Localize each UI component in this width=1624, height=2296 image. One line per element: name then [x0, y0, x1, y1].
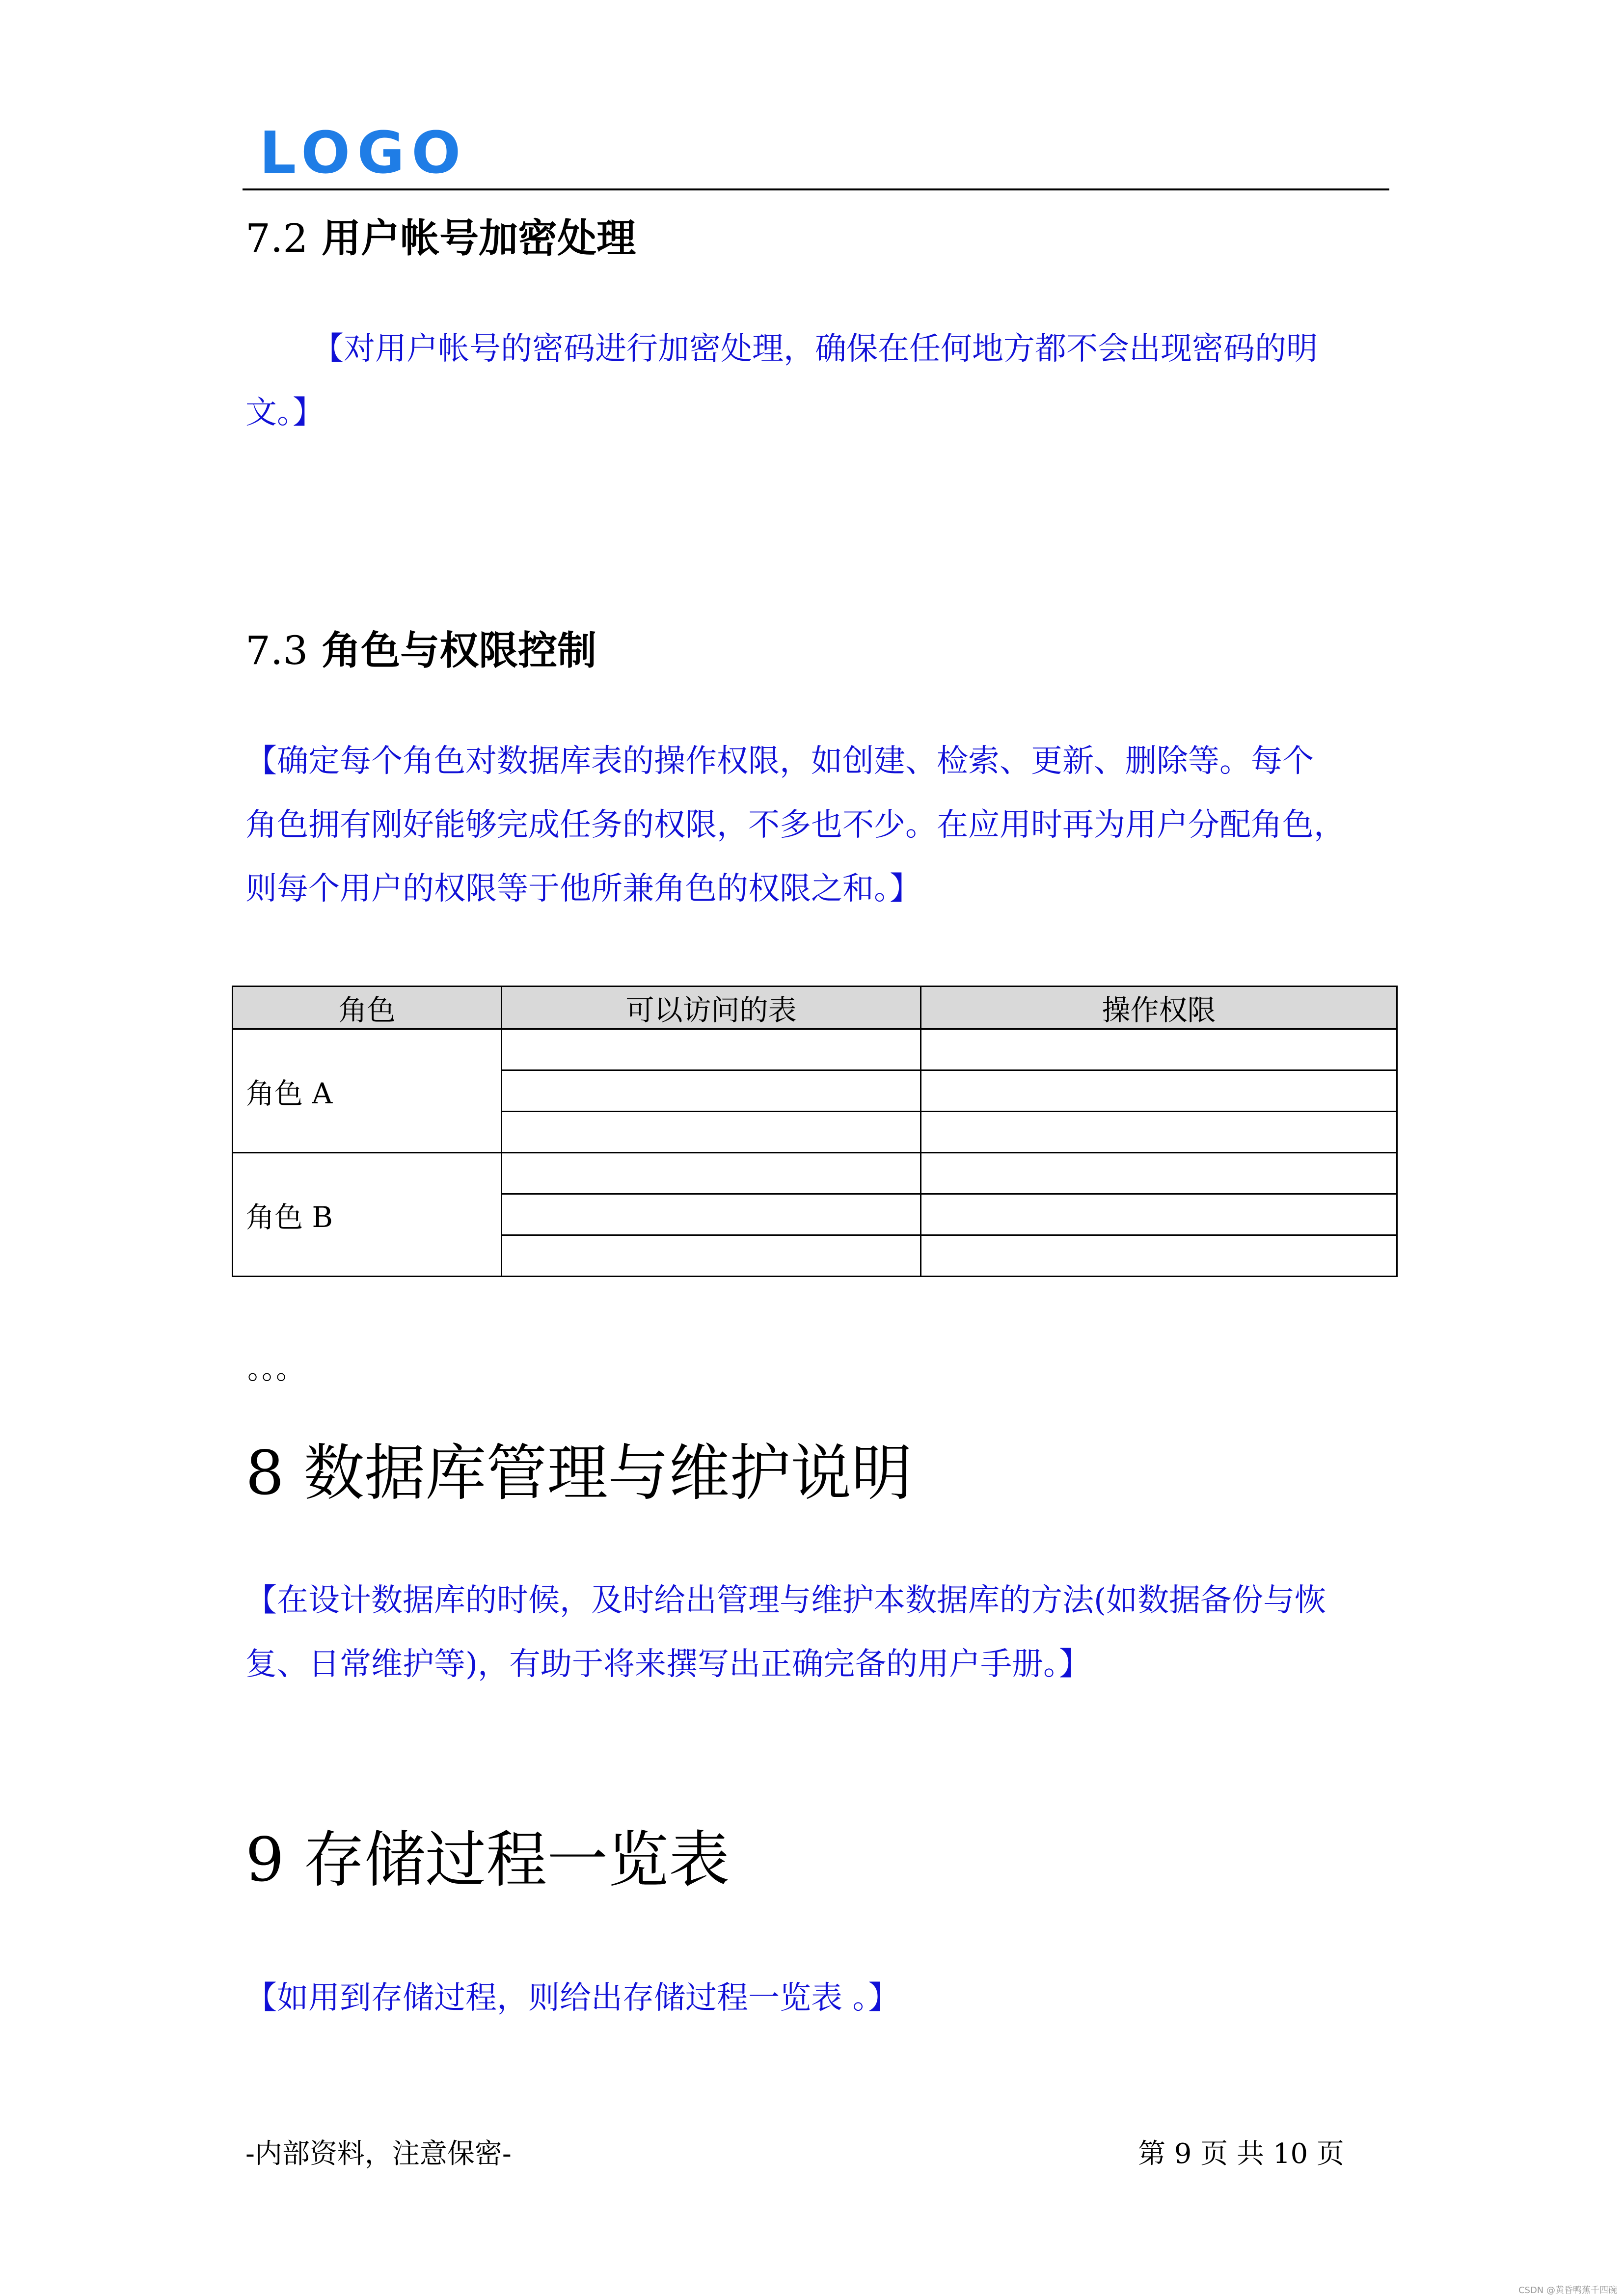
table-cell: [921, 1194, 1397, 1235]
section-7-3-note-line-3: 则每个用户的权限等于他所兼角色的权限之和。】: [245, 871, 921, 907]
section-7-3-title: 角色与权限控制: [322, 628, 597, 673]
section-7-2-note-line-2: 文。】: [245, 395, 324, 431]
section-9-heading: 9 存储过程一览表: [245, 1825, 730, 1896]
table-cell: [921, 1235, 1397, 1277]
section-7-2-title: 用户帐号加密处理: [322, 215, 636, 261]
section-7-2-number: 7.2: [245, 215, 308, 261]
table-cell: [502, 1029, 921, 1070]
company-logo: LOGO: [259, 119, 468, 187]
role-b-cell: 角色 B: [233, 1153, 502, 1277]
section-8-note-line-2: 复、日常维护等)，有助于将来撰写出正确完备的用户手册。】: [245, 1646, 1090, 1682]
footer-confidential: -内部资料，注意保密-: [245, 2138, 512, 2170]
csdn-watermark: CSDN @黄昏鸭蕉千四碗: [1518, 2285, 1617, 2296]
section-7-3-note-line-2: 角色拥有刚好能够完成任务的权限，不多也不少。在应用时再为用户分配角色，: [245, 807, 1345, 843]
section-7-3-number: 7.3: [245, 628, 308, 673]
section-8-heading: 8 数据库管理与维护说明: [245, 1438, 913, 1509]
table-cell: [502, 1112, 921, 1153]
header-divider: [243, 188, 1389, 190]
section-7-2-note-line-1: 【对用户帐号的密码进行加密处理，确保在任何地方都不会出现密码的明: [312, 331, 1318, 367]
table-cell: [921, 1029, 1397, 1070]
section-8-note-line-1: 【在设计数据库的时候，及时给出管理与维护本数据库的方法(如数据备份与恢: [245, 1582, 1326, 1619]
table-row: [233, 1153, 1397, 1194]
table-cell: [921, 1112, 1397, 1153]
table-cell: [921, 1153, 1397, 1194]
table-row: [233, 1029, 1397, 1070]
footer-page-number: 第 9 页 共 10 页: [1138, 2138, 1344, 2170]
section-9-note-line-1: 【如用到存储过程，则给出存储过程一览表 。】: [245, 1980, 900, 2016]
role-permission-table: [232, 986, 1398, 1277]
table-cell: [502, 1070, 921, 1112]
table-cell: [502, 1153, 921, 1194]
table-cell: [921, 1070, 1397, 1112]
table-header-row: [233, 987, 1397, 1029]
section-7-2-heading: [245, 215, 636, 261]
header-role: 角色: [233, 987, 502, 1029]
section-7-3-note-line-1: 【确定每个角色对数据库表的操作权限，如创建、检索、更新、删除等。每个: [245, 743, 1314, 779]
ellipsis-text: 。。。: [247, 1352, 305, 1386]
table-cell: [502, 1235, 921, 1277]
header-operation-permissions: 操作权限: [921, 987, 1397, 1029]
section-7-3-heading: [245, 628, 597, 673]
table-cell: [502, 1194, 921, 1235]
role-a-cell: 角色 A: [233, 1029, 502, 1153]
header-accessible-tables: 可以访问的表: [502, 987, 921, 1029]
